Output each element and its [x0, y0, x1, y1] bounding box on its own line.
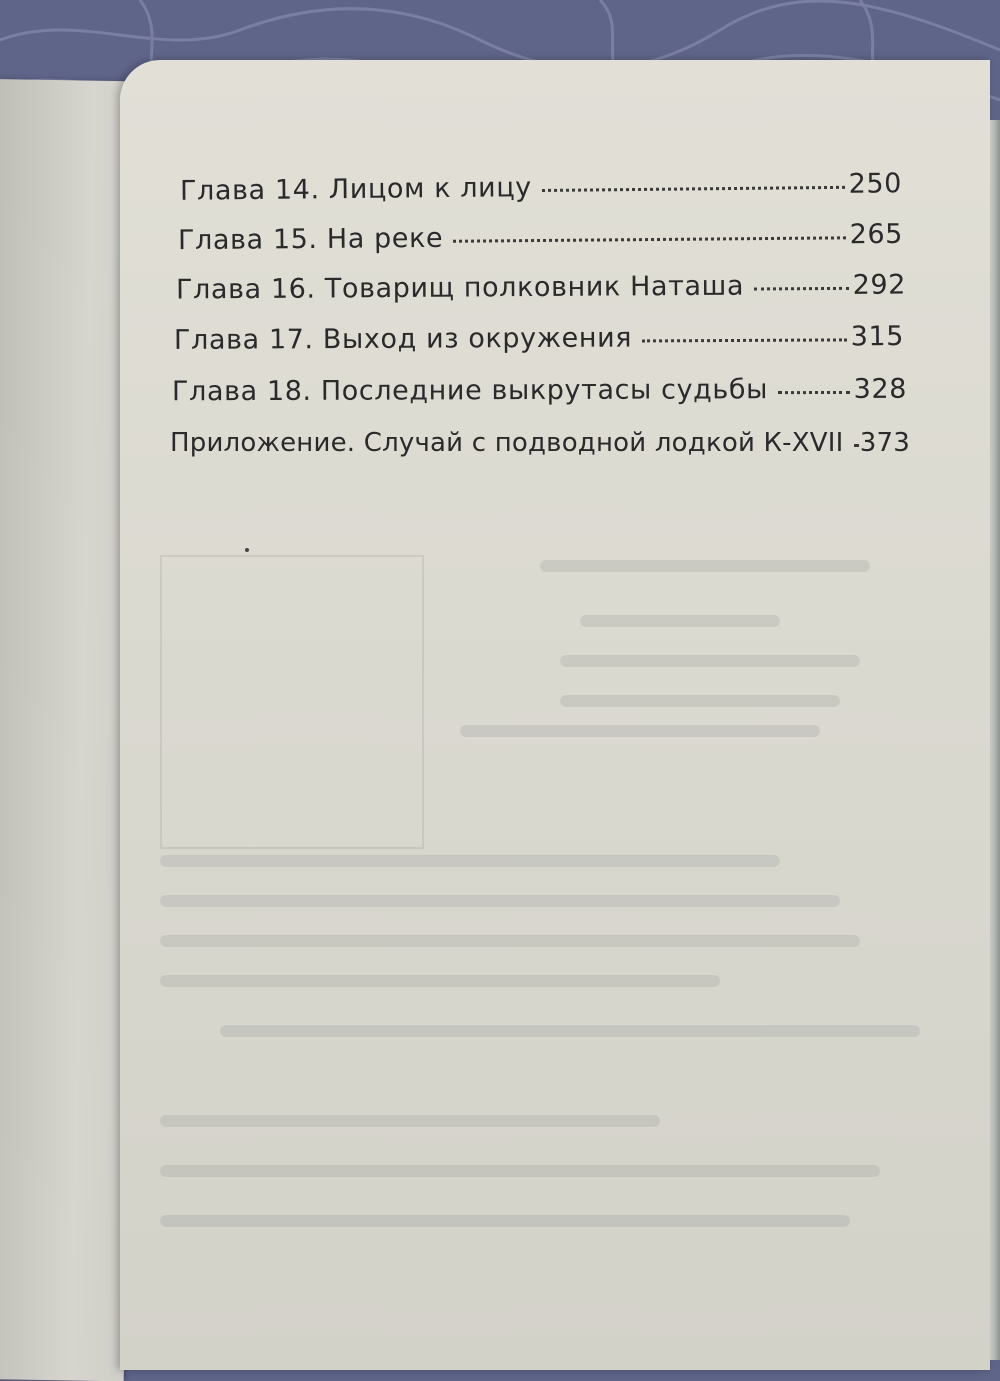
toc-page-number: 328: [853, 373, 908, 405]
dot-leader: [854, 440, 856, 447]
toc-entry-title: Приложение. Случай с подводной лодкой К-XVII: [170, 428, 844, 458]
toc-page-number: 292: [852, 269, 907, 301]
toc-entry: [174, 321, 904, 356]
toc-entry-title: Глава 17. Выход из окружения: [173, 322, 633, 356]
dot-leader: [778, 387, 850, 394]
toc-page-number: 250: [848, 168, 903, 200]
toc-entry-title: Глава 14. Лицом к лицу: [179, 172, 532, 207]
show-through-text: [160, 555, 960, 1355]
toc-entry: [176, 269, 906, 305]
toc-page-number: 265: [849, 218, 904, 251]
ink-speck: [245, 548, 249, 552]
toc-page-number: 373: [859, 428, 910, 458]
toc-page-number: 315: [850, 321, 905, 353]
toc-entry: [178, 219, 903, 256]
toc-entry-title: Глава 16. Товарищ полковник Наташа: [175, 270, 745, 306]
dot-leader: [642, 334, 847, 342]
toc-entry: [172, 374, 907, 408]
dot-leader: [453, 232, 846, 242]
book-page: [120, 60, 990, 1370]
toc-entry-title: Глава 15. На реке: [177, 222, 444, 257]
toc-entry: [170, 428, 910, 458]
toc-entry-title: Глава 18. Последние выкрутасы судьбы: [171, 374, 769, 408]
dot-leader: [542, 182, 845, 192]
dot-leader: [754, 283, 849, 291]
